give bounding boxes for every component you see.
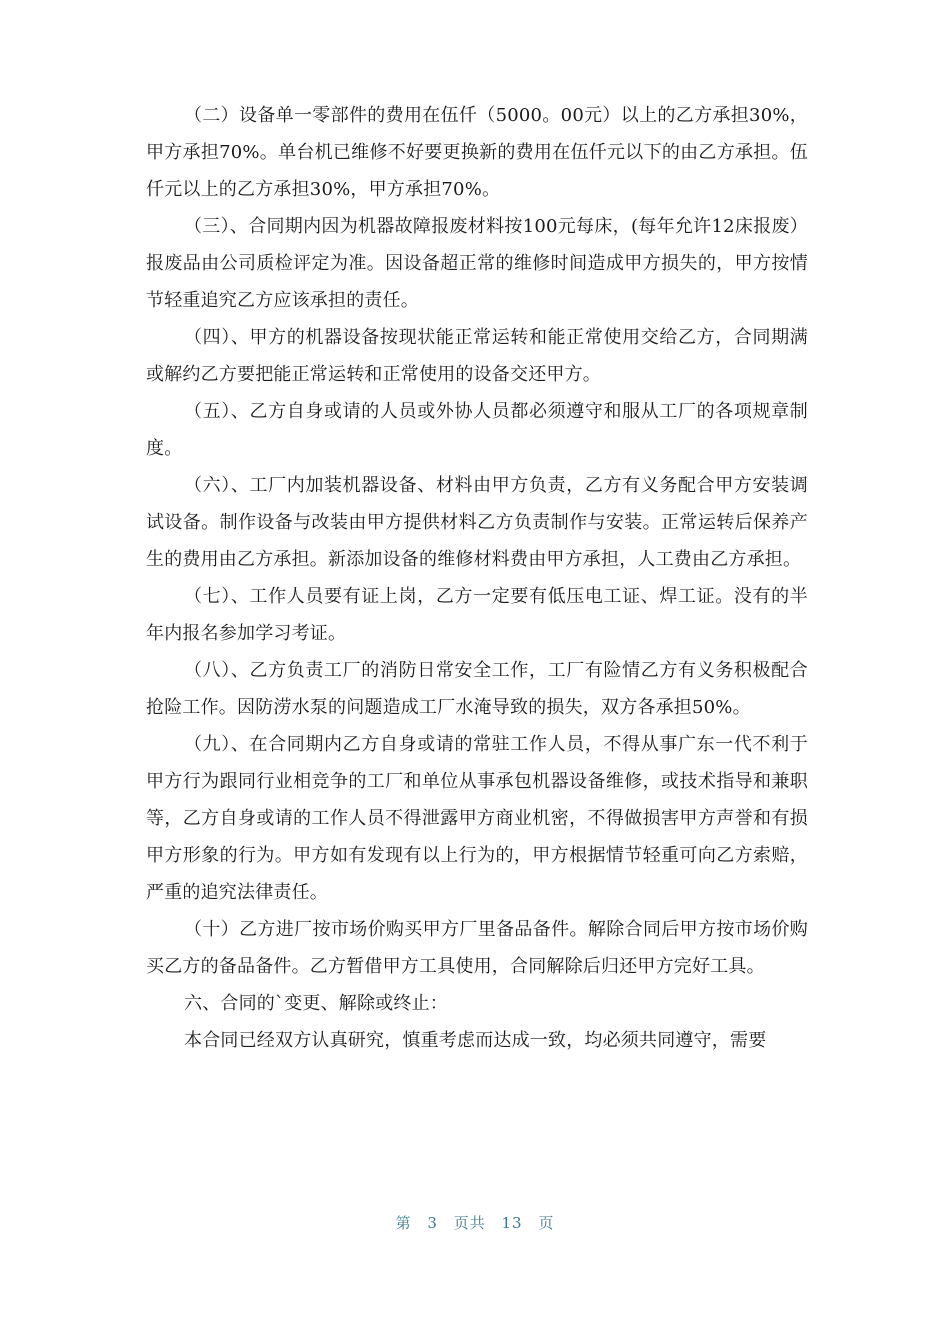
paragraph-clause-6: （六）、工厂内加装机器设备、材料由甲方负责，乙方有义务配合甲方安装调试设备。制作设备与改装由甲方提供材料乙方负责制作与安装。正常运转后保养产生的费用由乙方承担。新添加设备的维修材料费由甲方承担，人工费由乙方承担。 (146, 475, 808, 570)
footer-middle: 页共 (453, 1214, 486, 1232)
paragraph-clause-4: （四）、甲方的机器设备按现状能正常运转和能正常使用交给乙方，合同期满或解约乙方要把能正常运转和正常使用的设备交还甲方。 (146, 327, 808, 385)
paragraph-section-6-body: 本合同已经双方认真研究，慎重考虑而达成一致，均必须共同遵守，需要 (184, 1030, 767, 1051)
section-heading-6: 六、合同的`变更、解除或终止： (184, 993, 448, 1014)
footer-page-number: 3 (427, 1214, 438, 1232)
paragraph-clause-10: （十）乙方进厂按市场价购买甲方厂里备品备件。解除合同后甲方按市场价购买乙方的备品备件。乙方暂借甲方工具使用，合同解除后归还甲方完好工具。 (146, 919, 808, 977)
footer-suffix: 页 (538, 1214, 555, 1232)
paragraph-clause-9: （九）、在合同期内乙方自身或请的常驻工作人员，不得从事广东一代不利于甲方行为跟同行业相竞争的工厂和单位从事承包机器设备维修，或技术指导和兼职等，乙方自身或请的工作人员不得泄露甲方商业机密，不得做损害甲方声誉和有损甲方形象的行为。甲方如有发现有以上行为的，甲方根据情节轻重可向乙方索赔，严重的追究法律责任。 (146, 734, 808, 903)
paragraph-clause-8: （八）、乙方负责工厂的消防日常安全工作，工厂有险情乙方有义务积极配合抢险工作。因防涝水泵的问题造成工厂水淹导致的损失，双方各承担50%。 (146, 660, 808, 718)
paragraph-clause-3: （三）、合同期内因为机器故障报废材料按100元每床，(每年允许12床报废）报废品由公司质检评定为准。因设备超正常的维修时间造成甲方损失的，甲方按情节轻重追究乙方应该承担的责任。 (146, 216, 808, 311)
paragraph-clause-2: （二）设备单一零部件的费用在伍仟（5000。00元）以上的乙方承担30%，甲方承担70%。单台机已维修不好要更换新的费用在伍仟元以下的由乙方承担。伍仟元以上的乙方承担30%，甲方承担70%。 (146, 105, 808, 200)
footer-total-pages: 13 (501, 1214, 523, 1232)
page-footer (0, 1212, 950, 1233)
paragraph-clause-7: （七）、工作人员要有证上岗，乙方一定要有低压电工证、焊工证。没有的半年内报名参加学习考证。 (146, 586, 808, 644)
document-body (146, 97, 808, 1059)
footer-prefix: 第 (395, 1214, 412, 1232)
paragraph-clause-5: （五）、乙方自身或请的人员或外协人员都必须遵守和服从工厂的各项规章制度。 (146, 401, 808, 459)
